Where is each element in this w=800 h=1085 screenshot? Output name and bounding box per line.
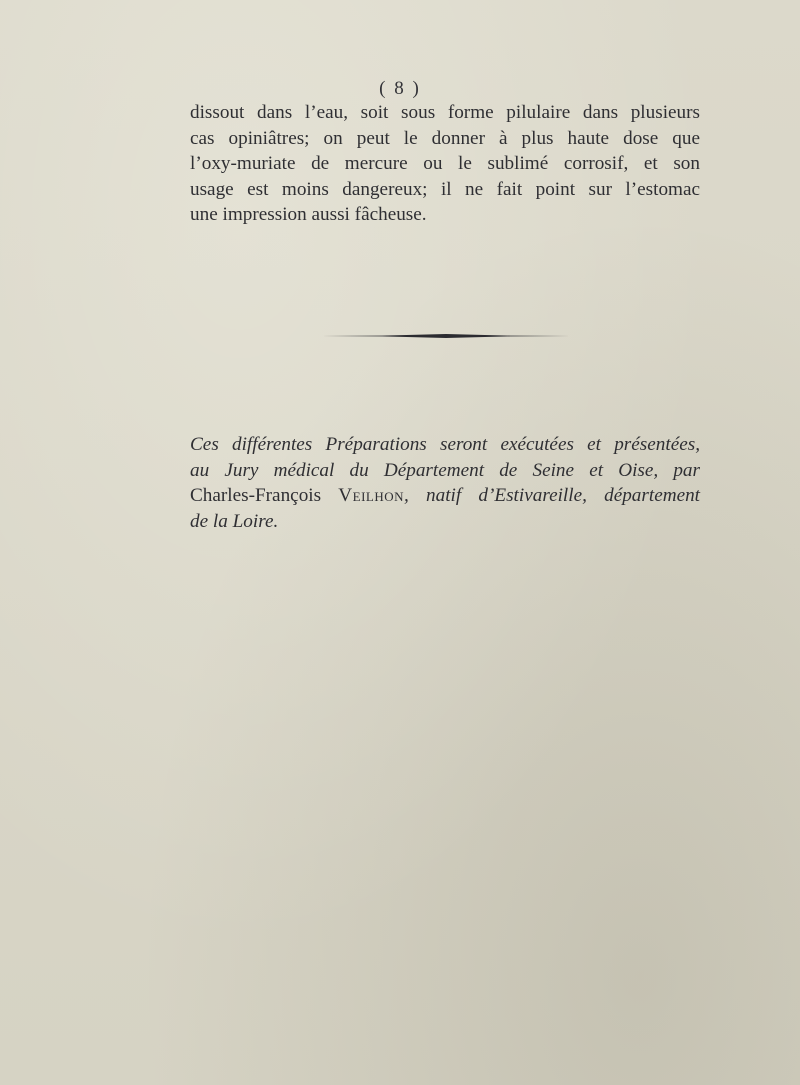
paragraph-line: l’oxy-muriate de mercure ou le sublimé corrosif, et son: [190, 153, 700, 174]
paragraph-line: une impression aussi fâcheuse.: [190, 204, 427, 225]
body-paragraph: [190, 100, 700, 228]
notice-line: au Jury médical du Département de Seine et Oise, par: [190, 459, 700, 481]
paragraph-line: usage est moins dangereux; il ne fait point sur l’estomac: [190, 178, 700, 200]
paragraph-line: cas opiniâtres; on peut le donner à plus haute dose que: [190, 127, 700, 149]
section-divider: [322, 333, 570, 339]
notice-line: Ces différentes Préparations seront exécutées et présentées,: [190, 434, 700, 455]
notice-paragraph: [190, 432, 700, 534]
author-origin: , natif d’Estivareille, département: [404, 485, 701, 506]
page-number: ( 8 ): [379, 78, 421, 99]
author-surname: Veilhon: [338, 485, 405, 506]
paragraph-line: dissout dans l’eau, soit sous forme pilulaire dans plusieurs: [190, 102, 700, 123]
notice-line: de la Loire.: [190, 510, 279, 532]
author-first-names: Charles-François: [190, 485, 322, 506]
notice-line: [190, 483, 700, 509]
